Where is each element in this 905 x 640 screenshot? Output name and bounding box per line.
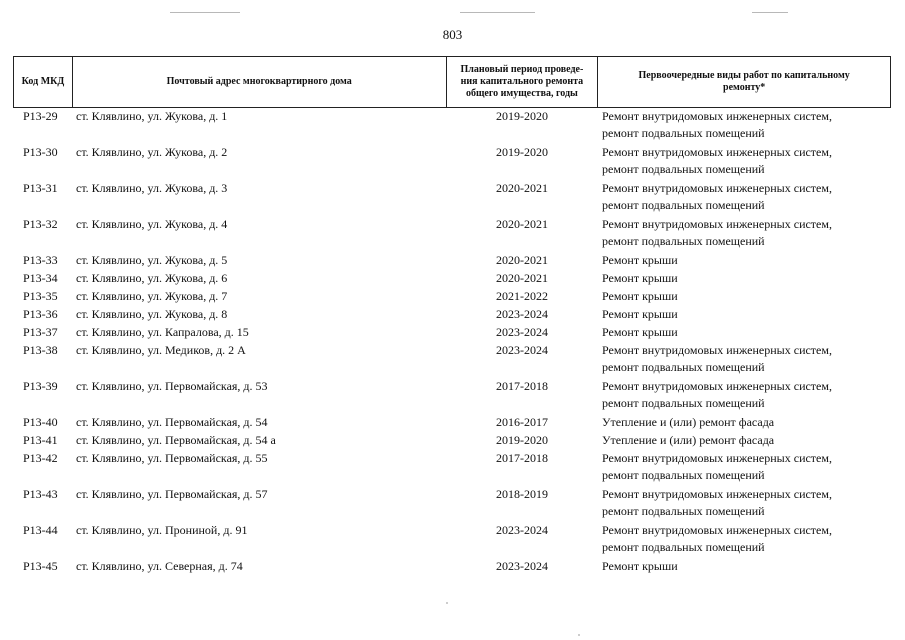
table-row xyxy=(13,450,891,486)
header-works xyxy=(598,57,891,107)
header-address xyxy=(73,57,447,107)
row-code: Р13-41 xyxy=(23,433,58,447)
row-works xyxy=(598,450,891,486)
row-code: Р13-39 xyxy=(23,379,58,393)
row-works-line: ремонт подвальных помещений xyxy=(602,162,765,176)
header-works-line: ремонту* xyxy=(723,82,766,93)
row-address: ст. Клявлино, ул. Жукова, д. 3 xyxy=(76,181,228,195)
row-code: Р13-36 xyxy=(23,307,58,321)
row-works-line: Ремонт крыши xyxy=(602,271,678,285)
row-period: 2023-2024 xyxy=(496,325,548,339)
row-works xyxy=(598,324,891,342)
row-works-line: ремонт подвальных помещений xyxy=(602,468,765,482)
row-period: 2020-2021 xyxy=(496,217,548,231)
row-works-line: ремонт подвальных помещений xyxy=(602,234,765,248)
row-period: 2021-2022 xyxy=(496,289,548,303)
row-works-line: Ремонт крыши xyxy=(602,325,678,339)
table-row xyxy=(13,180,891,216)
row-works-line: ремонт подвальных помещений xyxy=(602,540,765,554)
row-period: 2017-2018 xyxy=(496,379,548,393)
row-period: 2019-2020 xyxy=(496,145,548,159)
table-row xyxy=(13,414,891,432)
header-period-line: общего имущества, годы xyxy=(465,88,578,99)
row-address: ст. Клявлино, ул. Первомайская, д. 54 а xyxy=(76,433,276,447)
row-period: 2023-2024 xyxy=(496,523,548,537)
table-row xyxy=(13,342,891,378)
row-works-line: Ремонт внутридомовых инженерных систем, xyxy=(602,379,832,393)
row-works xyxy=(598,378,891,414)
row-works xyxy=(598,558,891,576)
row-address: ст. Клявлино, ул. Жукова, д. 4 xyxy=(76,217,228,231)
row-works-line: Ремонт внутридомовых инженерных систем, xyxy=(602,145,832,159)
row-works-line: Ремонт крыши xyxy=(602,253,678,267)
row-works xyxy=(598,216,891,252)
row-works-line: Ремонт внутридомовых инженерных систем, xyxy=(602,109,832,123)
row-address: ст. Клявлино, ул. Первомайская, д. 57 xyxy=(76,487,268,501)
row-address: ст. Клявлино, ул. Первомайская, д. 54 xyxy=(76,415,268,429)
table-row xyxy=(13,252,891,270)
row-works-line: Ремонт внутридомовых инженерных систем, xyxy=(602,181,832,195)
row-works-line: Утепление и (или) ремонт фасада xyxy=(602,433,775,447)
capital-repair-table xyxy=(13,56,891,576)
row-period: 2020-2021 xyxy=(496,181,548,195)
header-code xyxy=(14,57,73,107)
row-code: Р13-43 xyxy=(23,487,58,501)
row-code: Р13-30 xyxy=(23,145,58,159)
scan-artifact xyxy=(446,602,448,604)
header-code-text: Код МКД xyxy=(21,76,65,87)
table-row xyxy=(13,324,891,342)
row-code: Р13-32 xyxy=(23,217,58,231)
row-works-line: Ремонт крыши xyxy=(602,289,678,303)
row-works xyxy=(598,414,891,432)
row-address: ст. Клявлино, ул. Медиков, д. 2 А xyxy=(76,343,246,357)
scan-artifact xyxy=(578,634,580,636)
row-address: ст. Клявлино, ул. Прониной, д. 91 xyxy=(76,523,248,537)
row-period: 2019-2020 xyxy=(496,109,548,123)
row-period: 2020-2021 xyxy=(496,271,548,285)
row-works-line: Ремонт внутридомовых инженерных систем, xyxy=(602,487,832,501)
row-period: 2019-2020 xyxy=(496,433,548,447)
row-address: ст. Клявлино, ул. Северная, д. 74 xyxy=(76,559,243,573)
scan-artifact xyxy=(170,12,240,13)
row-works xyxy=(598,288,891,306)
row-works-line: Ремонт внутридомовых инженерных систем, xyxy=(602,343,832,357)
header-period-line: ния капитального ремонта xyxy=(460,76,584,87)
row-address: ст. Клявлино, ул. Жукова, д. 7 xyxy=(76,289,228,303)
row-works-line: ремонт подвальных помещений xyxy=(602,126,765,140)
table-row xyxy=(13,306,891,324)
header-period xyxy=(447,57,599,107)
row-works-line: Утепление и (или) ремонт фасада xyxy=(602,415,775,429)
row-period: 2020-2021 xyxy=(496,253,548,267)
row-code: Р13-29 xyxy=(23,109,58,123)
row-period: 2023-2024 xyxy=(496,307,548,321)
row-code: Р13-38 xyxy=(23,343,58,357)
row-works-line: ремонт подвальных помещений xyxy=(602,504,765,518)
row-works xyxy=(598,342,891,378)
row-code: Р13-35 xyxy=(23,289,58,303)
table-row xyxy=(13,216,891,252)
row-address: ст. Клявлино, ул. Жукова, д. 2 xyxy=(76,145,228,159)
table-row xyxy=(13,432,891,450)
scan-artifact xyxy=(752,12,788,13)
row-address: ст. Клявлино, ул. Жукова, д. 6 xyxy=(76,271,228,285)
row-period: 2016-2017 xyxy=(496,415,548,429)
table-row xyxy=(13,144,891,180)
row-works-line: Ремонт внутридомовых инженерных систем, xyxy=(602,451,832,465)
table-header xyxy=(13,56,891,108)
row-works-line: Ремонт внутридомовых инженерных систем, xyxy=(602,523,832,537)
row-works-line: Ремонт крыши xyxy=(602,307,678,321)
row-code: Р13-37 xyxy=(23,325,58,339)
row-code: Р13-31 xyxy=(23,181,58,195)
row-address: ст. Клявлино, ул. Жукова, д. 1 xyxy=(76,109,228,123)
table-row xyxy=(13,522,891,558)
row-works xyxy=(598,270,891,288)
table-row xyxy=(13,288,891,306)
row-code: Р13-45 xyxy=(23,559,58,573)
row-works-line: Ремонт крыши xyxy=(602,559,678,573)
row-code: Р13-40 xyxy=(23,415,58,429)
row-works-line: ремонт подвальных помещений xyxy=(602,396,765,410)
header-address-text: Почтовый адрес многоквартирного дома xyxy=(166,76,352,87)
row-works xyxy=(598,108,891,144)
row-period: 2017-2018 xyxy=(496,451,548,465)
row-address: ст. Клявлино, ул. Жукова, д. 8 xyxy=(76,307,228,321)
table-row xyxy=(13,270,891,288)
header-period-line: Плановый период проведе- xyxy=(460,64,584,75)
row-code: Р13-33 xyxy=(23,253,58,267)
row-address: ст. Клявлино, ул. Первомайская, д. 55 xyxy=(76,451,268,465)
table-row xyxy=(13,378,891,414)
row-works xyxy=(598,306,891,324)
row-works xyxy=(598,486,891,522)
row-period: 2023-2024 xyxy=(496,559,548,573)
row-code: Р13-44 xyxy=(23,523,58,537)
header-works-line: Первоочередные виды работ по капитальному xyxy=(638,70,850,81)
table-row xyxy=(13,486,891,522)
scan-artifact xyxy=(460,12,535,13)
row-works-line: ремонт подвальных помещений xyxy=(602,198,765,212)
row-code: Р13-34 xyxy=(23,271,58,285)
table-row xyxy=(13,108,891,144)
row-period: 2018-2019 xyxy=(496,487,548,501)
table-row xyxy=(13,558,891,576)
row-address: ст. Клявлино, ул. Первомайская, д. 53 xyxy=(76,379,268,393)
row-works-line: Ремонт внутридомовых инженерных систем, xyxy=(602,217,832,231)
row-period: 2023-2024 xyxy=(496,343,548,357)
row-address: ст. Клявлино, ул. Капралова, д. 15 xyxy=(76,325,249,339)
row-works xyxy=(598,144,891,180)
row-works xyxy=(598,432,891,450)
row-works xyxy=(598,180,891,216)
page-number: 803 xyxy=(442,27,463,42)
row-code: Р13-42 xyxy=(23,451,58,465)
row-works-line: ремонт подвальных помещений xyxy=(602,360,765,374)
row-address: ст. Клявлино, ул. Жукова, д. 5 xyxy=(76,253,228,267)
row-works xyxy=(598,522,891,558)
row-works xyxy=(598,252,891,270)
table-body xyxy=(13,108,891,576)
